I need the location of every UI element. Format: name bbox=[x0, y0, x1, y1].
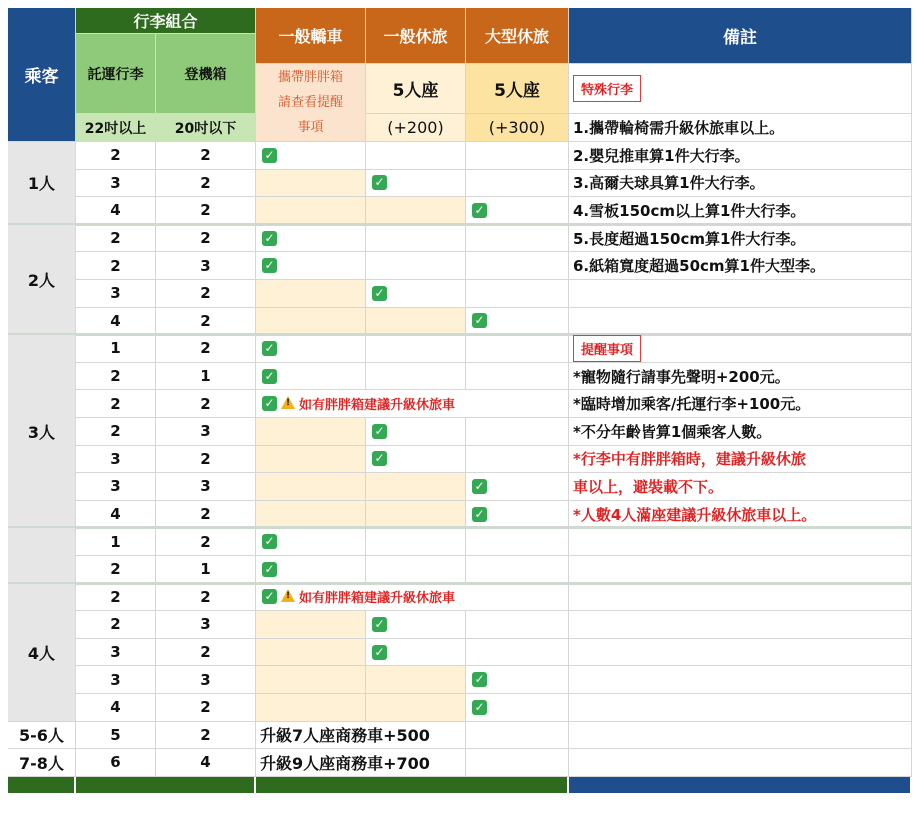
header-checked-size: 22吋以上 bbox=[76, 114, 156, 142]
upgrade-note: 升級9人座商務車+700 bbox=[256, 749, 466, 777]
special-luggage-title-cell bbox=[569, 64, 912, 114]
check-icon: ✓ bbox=[472, 479, 487, 494]
header-large-van: 大型休旅 bbox=[466, 8, 569, 64]
large-cell bbox=[466, 639, 569, 667]
special-luggage-title: 特殊行李 bbox=[573, 75, 641, 102]
cabin-count: 2 bbox=[156, 170, 256, 198]
large-van-seats: 5人座 bbox=[466, 64, 569, 114]
sedan-cell bbox=[256, 225, 366, 253]
empty-note-cell bbox=[569, 584, 912, 612]
van-cell bbox=[366, 556, 466, 584]
sedan-cell bbox=[256, 390, 569, 418]
check-icon: ✓ bbox=[372, 286, 387, 301]
checked-count: 2 bbox=[76, 584, 156, 612]
footer-bar bbox=[256, 777, 569, 793]
sedan-cell bbox=[256, 170, 366, 198]
special-luggage-item: 3.高爾夫球具算1件大行李。 bbox=[569, 170, 912, 198]
check-icon: ✓ bbox=[262, 534, 277, 549]
van-cell bbox=[366, 225, 466, 253]
large-cell bbox=[466, 501, 569, 529]
check-icon: ✓ bbox=[262, 148, 277, 163]
check-icon: ✓ bbox=[262, 341, 277, 356]
sedan-cell bbox=[256, 335, 366, 363]
large-cell bbox=[466, 473, 569, 501]
checked-count: 4 bbox=[76, 694, 156, 722]
checked-count: 4 bbox=[76, 197, 156, 225]
van-cell bbox=[366, 446, 466, 474]
van-cell bbox=[366, 170, 466, 198]
passenger-group-label: 3人 bbox=[8, 335, 76, 528]
special-luggage-item: 6.紙箱寬度超過50cm算1件大型李。 bbox=[569, 252, 912, 280]
passenger-group-label: 1人 bbox=[8, 142, 76, 225]
reminder-title-cell bbox=[569, 335, 912, 363]
large-cell bbox=[466, 363, 569, 391]
empty-note-cell bbox=[569, 749, 912, 777]
van-cell bbox=[366, 418, 466, 446]
empty-cell bbox=[466, 722, 569, 750]
warning-item: 車以上，避裝載不下。 bbox=[569, 473, 912, 501]
passenger-group-label: 5-6人 bbox=[8, 722, 76, 750]
large-cell bbox=[466, 418, 569, 446]
cabin-count: 2 bbox=[156, 308, 256, 336]
cabin-count: 2 bbox=[156, 197, 256, 225]
van-cell bbox=[366, 335, 466, 363]
cabin-count: 2 bbox=[156, 335, 256, 363]
large-van-price: (+300) bbox=[466, 114, 569, 142]
upgrade-warning-text: 如有胖胖箱建議升級休旅車 bbox=[299, 591, 456, 607]
empty-note-cell bbox=[569, 639, 912, 667]
sedan-cell bbox=[256, 363, 366, 391]
large-cell bbox=[466, 611, 569, 639]
check-icon: ✓ bbox=[262, 562, 277, 577]
sedan-cell bbox=[256, 252, 366, 280]
check-icon: ✓ bbox=[372, 617, 387, 632]
sedan-cell bbox=[256, 418, 366, 446]
check-icon: ✓ bbox=[372, 175, 387, 190]
cabin-count: 2 bbox=[156, 584, 256, 612]
checked-count: 2 bbox=[76, 611, 156, 639]
large-cell bbox=[466, 556, 569, 584]
van-cell bbox=[366, 501, 466, 529]
special-luggage-item: 2.嬰兒推車算1件大行李。 bbox=[569, 142, 912, 170]
empty-note-cell bbox=[569, 308, 912, 336]
passenger-group-label bbox=[8, 528, 76, 583]
van-cell bbox=[366, 611, 466, 639]
cabin-count: 3 bbox=[156, 418, 256, 446]
empty-note-cell bbox=[569, 611, 912, 639]
check-icon: ✓ bbox=[262, 369, 277, 384]
van-cell bbox=[366, 252, 466, 280]
checked-count: 2 bbox=[76, 556, 156, 584]
footer-bar bbox=[569, 777, 912, 793]
large-cell bbox=[466, 446, 569, 474]
check-icon: ✓ bbox=[372, 451, 387, 466]
large-cell bbox=[466, 694, 569, 722]
cabin-count: 2 bbox=[156, 225, 256, 253]
van-cell bbox=[366, 142, 466, 170]
cabin-count: 2 bbox=[156, 639, 256, 667]
sedan-warning bbox=[256, 64, 366, 142]
passenger-group-label: 4人 bbox=[8, 584, 76, 722]
footer-bar bbox=[76, 777, 256, 793]
checked-count: 6 bbox=[76, 749, 156, 777]
check-icon: ✓ bbox=[262, 231, 277, 246]
passenger-group-label: 7-8人 bbox=[8, 749, 76, 777]
check-icon: ✓ bbox=[472, 700, 487, 715]
luggage-vehicle-table bbox=[8, 8, 912, 820]
checked-count: 2 bbox=[76, 252, 156, 280]
sedan-cell bbox=[256, 501, 366, 529]
empty-note-cell bbox=[569, 556, 912, 584]
large-cell bbox=[466, 170, 569, 198]
checked-count: 3 bbox=[76, 170, 156, 198]
header-cabin-size: 20吋以下 bbox=[156, 114, 256, 142]
van-cell bbox=[366, 280, 466, 308]
checked-count: 1 bbox=[76, 335, 156, 363]
empty-note-cell bbox=[569, 722, 912, 750]
large-cell bbox=[466, 335, 569, 363]
checked-count: 3 bbox=[76, 639, 156, 667]
van-price: (+200) bbox=[366, 114, 466, 142]
large-cell bbox=[466, 197, 569, 225]
van-cell bbox=[366, 639, 466, 667]
sedan-cell bbox=[256, 639, 366, 667]
empty-note-cell bbox=[569, 280, 912, 308]
special-luggage-item: 4.雪板150cm以上算1件大行李。 bbox=[569, 197, 912, 225]
check-icon: ✓ bbox=[472, 672, 487, 687]
empty-note-cell bbox=[569, 666, 912, 694]
cabin-count: 4 bbox=[156, 749, 256, 777]
large-cell bbox=[466, 280, 569, 308]
sedan-cell bbox=[256, 280, 366, 308]
reminder-item: *臨時增加乘客/托運行李+100元。 bbox=[569, 390, 912, 418]
sedan-cell bbox=[256, 556, 366, 584]
warning-item: *人數4人滿座建議升級休旅車以上。 bbox=[569, 501, 912, 529]
checked-count: 2 bbox=[76, 225, 156, 253]
special-luggage-item: 1.攜帶輪椅需升級休旅車以上。 bbox=[569, 114, 912, 142]
header-sedan: 一般轎車 bbox=[256, 8, 366, 64]
header-passengers: 乘客 bbox=[8, 8, 76, 142]
van-cell bbox=[366, 363, 466, 391]
van-cell bbox=[366, 528, 466, 556]
cabin-count: 3 bbox=[156, 611, 256, 639]
empty-cell bbox=[466, 749, 569, 777]
sedan-cell bbox=[256, 666, 366, 694]
check-icon: ✓ bbox=[262, 258, 277, 273]
cabin-count: 2 bbox=[156, 501, 256, 529]
cabin-count: 2 bbox=[156, 446, 256, 474]
checked-count: 3 bbox=[76, 280, 156, 308]
check-icon: ✓ bbox=[472, 507, 487, 522]
check-icon: ✓ bbox=[262, 589, 277, 604]
cabin-count: 2 bbox=[156, 722, 256, 750]
cabin-count: 1 bbox=[156, 363, 256, 391]
large-cell bbox=[466, 308, 569, 336]
sedan-cell bbox=[256, 528, 366, 556]
sedan-cell bbox=[256, 197, 366, 225]
large-cell bbox=[466, 666, 569, 694]
check-icon: ✓ bbox=[472, 313, 487, 328]
cabin-count: 2 bbox=[156, 280, 256, 308]
sedan-cell bbox=[256, 694, 366, 722]
empty-note-cell bbox=[569, 528, 912, 556]
cabin-count: 1 bbox=[156, 556, 256, 584]
checked-count: 2 bbox=[76, 418, 156, 446]
checked-count: 4 bbox=[76, 501, 156, 529]
check-icon: ✓ bbox=[472, 203, 487, 218]
cabin-count: 3 bbox=[156, 666, 256, 694]
checked-count: 2 bbox=[76, 390, 156, 418]
checked-count: 3 bbox=[76, 446, 156, 474]
large-cell bbox=[466, 252, 569, 280]
checked-count: 2 bbox=[76, 363, 156, 391]
van-cell bbox=[366, 694, 466, 722]
sedan-cell bbox=[256, 142, 366, 170]
van-cell bbox=[366, 666, 466, 694]
cabin-count: 2 bbox=[156, 390, 256, 418]
van-cell bbox=[366, 473, 466, 501]
reminder-title: 提醒事項 bbox=[573, 335, 641, 362]
van-cell bbox=[366, 308, 466, 336]
upgrade-warning-text: 如有胖胖箱建議升級休旅車 bbox=[299, 398, 456, 414]
van-cell bbox=[366, 197, 466, 225]
checked-count: 4 bbox=[76, 308, 156, 336]
checked-count: 3 bbox=[76, 666, 156, 694]
header-van: 一般休旅 bbox=[366, 8, 466, 64]
warning-item: *行李中有胖胖箱時，建議升級休旅 bbox=[569, 446, 912, 474]
large-cell bbox=[466, 528, 569, 556]
footer-bar bbox=[8, 777, 76, 793]
cabin-count: 3 bbox=[156, 473, 256, 501]
van-seats: 5人座 bbox=[366, 64, 466, 114]
header-cabin-bag: 登機箱 bbox=[156, 34, 256, 114]
sedan-cell bbox=[256, 584, 569, 612]
warning-icon bbox=[281, 396, 295, 409]
sedan-warning-line: 事項 bbox=[297, 120, 324, 135]
warning-icon bbox=[281, 589, 295, 602]
cabin-count: 2 bbox=[156, 528, 256, 556]
upgrade-note: 升級7人座商務車+500 bbox=[256, 722, 466, 750]
cabin-count: 3 bbox=[156, 252, 256, 280]
large-cell bbox=[466, 225, 569, 253]
cabin-count: 2 bbox=[156, 142, 256, 170]
sedan-warning-line: 攜帶胖胖箱 bbox=[277, 70, 343, 85]
sedan-warning-line: 請查看提醒 bbox=[277, 95, 343, 110]
check-icon: ✓ bbox=[372, 424, 387, 439]
checked-count: 3 bbox=[76, 473, 156, 501]
checked-count: 2 bbox=[76, 142, 156, 170]
sedan-cell bbox=[256, 611, 366, 639]
checked-count: 1 bbox=[76, 528, 156, 556]
sedan-cell bbox=[256, 446, 366, 474]
check-icon: ✓ bbox=[262, 396, 277, 411]
sedan-cell bbox=[256, 308, 366, 336]
sedan-cell bbox=[256, 473, 366, 501]
large-cell bbox=[466, 142, 569, 170]
empty-note-cell bbox=[569, 694, 912, 722]
reminder-item: *不分年齡皆算1個乘客人數。 bbox=[569, 418, 912, 446]
header-luggage-combo: 行李組合 bbox=[76, 8, 256, 34]
header-checked-luggage: 託運行李 bbox=[76, 34, 156, 114]
header-notes: 備註 bbox=[569, 8, 912, 64]
cabin-count: 2 bbox=[156, 694, 256, 722]
special-luggage-item: 5.長度超過150cm算1件大行李。 bbox=[569, 225, 912, 253]
reminder-item: *寵物隨行請事先聲明+200元。 bbox=[569, 363, 912, 391]
passenger-group-label: 2人 bbox=[8, 225, 76, 335]
checked-count: 5 bbox=[76, 722, 156, 750]
check-icon: ✓ bbox=[372, 645, 387, 660]
